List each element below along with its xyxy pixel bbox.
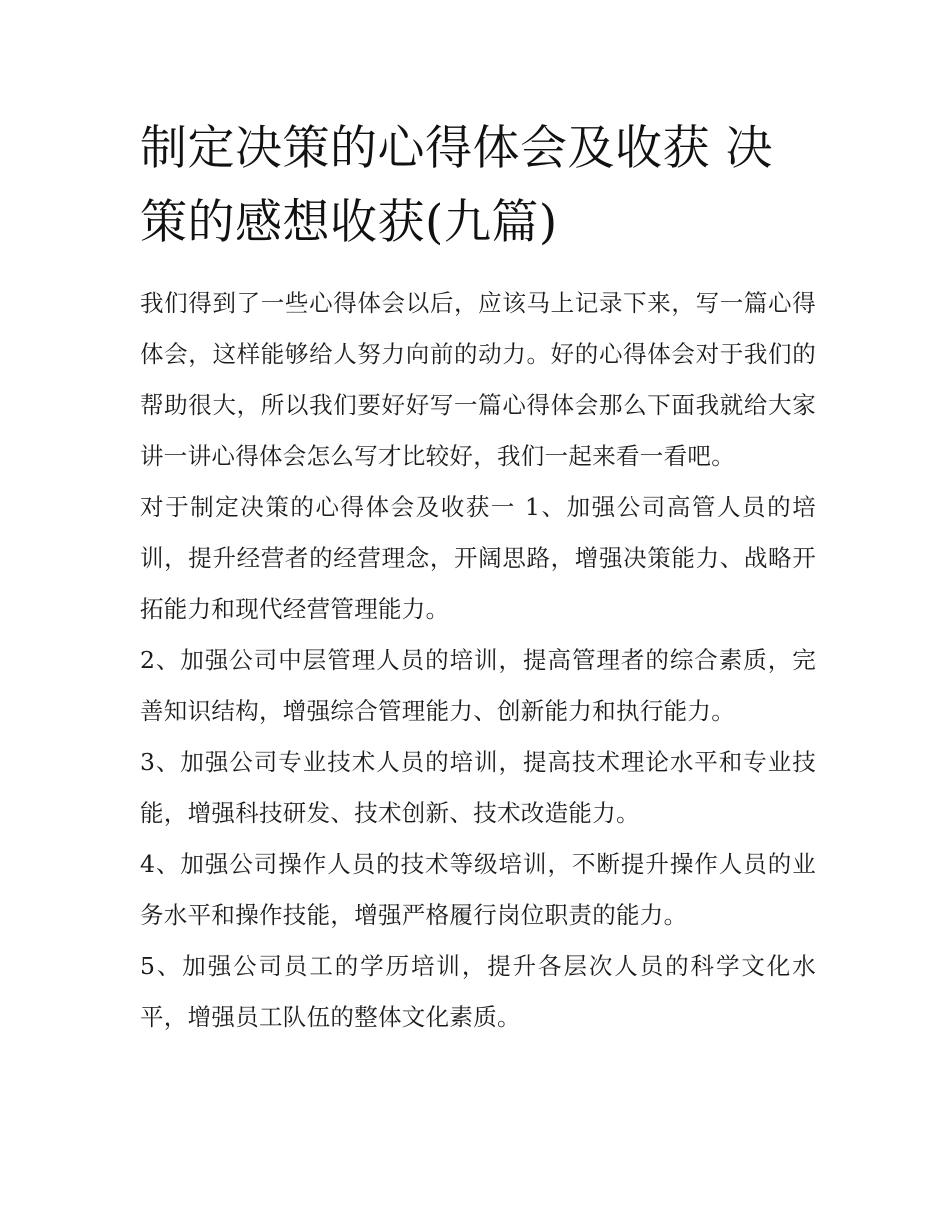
paragraph-item-4: 4、加强公司操作人员的技术等级培训，不断提升操作人员的业务水平和操作技能，增强严格履行岗位职责的能力。 xyxy=(140,850,816,929)
paragraph-item-5: 5、加强公司员工的学历培训，提升各层次人员的科学文化水平，增强员工队伍的整体文化素质。 xyxy=(140,952,816,1031)
paragraph-item-1: 对于制定决策的心得体会及收获一 1、加强公司高管人员的培训，提升经营者的经营理念，开阔思路，增强决策能力、战略开拓能力和现代经营管理能力。 xyxy=(140,493,816,623)
paragraph-item-3: 3、加强公司专业技术人员的培训，提高技术理论水平和专业技能，增强科技研发、技术创新、技术改造能力。 xyxy=(140,748,816,827)
paragraph-item-2: 2、加强公司中层管理人员的培训，提高管理者的综合素质，完善知识结构，增强综合管理能力、创新能力和执行能力。 xyxy=(140,646,816,725)
document-page xyxy=(140,112,816,1043)
paragraph-intro: 我们得到了一些心得体会以后，应该马上记录下来，写一篇心得体会，这样能够给人努力向前的动力。好的心得体会对于我们的帮助很大，所以我们要好好写一篇心得体会那么下面我就给大家讲一讲心得体会怎么写才比较好，我们一起来看一看吧。 xyxy=(140,289,816,470)
document-title: 制定决策的心得体会及收获 决策的感想收获(九篇) xyxy=(140,121,773,250)
document-body xyxy=(140,278,816,1043)
